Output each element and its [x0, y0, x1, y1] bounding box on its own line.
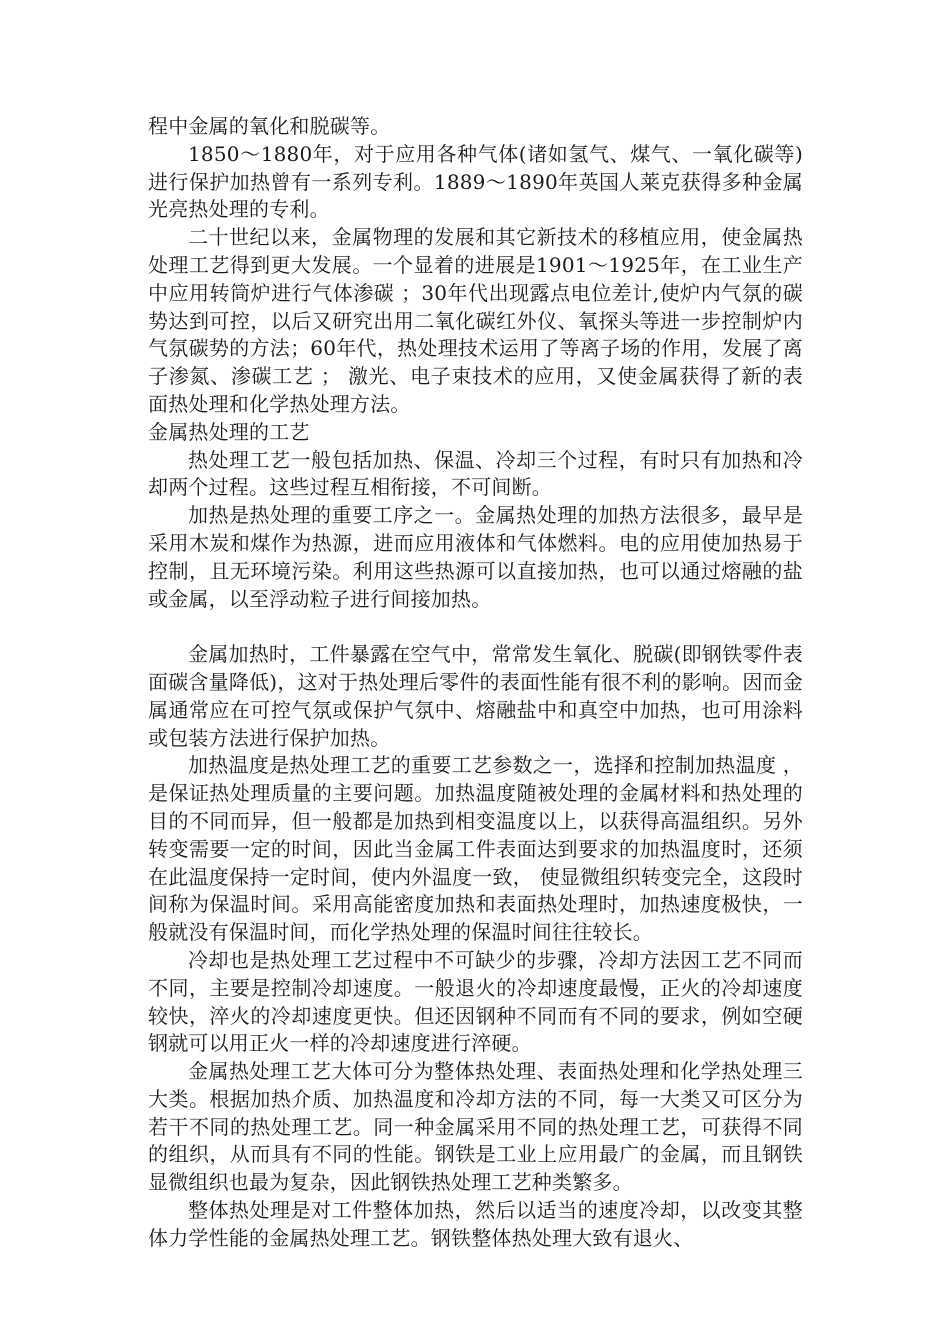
section-heading: 金属热处理的工艺 — [148, 419, 310, 444]
paragraph-history-1850: 1850～1880年，对于应用各种气体(诸如氢气、煤气、一氧化碳等)进行保护加热曾有一系列专利。1889～1890年英国人莱克获得多种金属光亮热处理的专利。 — [148, 141, 803, 222]
paragraph-continuation: 程中金属的氧化和脱碳等。 — [148, 114, 391, 138]
paragraph-twentieth-century: 二十世纪以来，金属物理的发展和其它新技术的移植应用，使金属热处理工艺得到更大发展。一个显着的进展是1901～1925年，在工业生产中应用转筒炉进行气体渗碳 ；30年代出现露点电位差计,使炉内气氛的碳势达到可控，以后又研究出用二氧化碳红外仪、氧探头等进一步控制炉内气氛碳势的方法；60年代，热处理技术运用了等离子场的作用，发展了离子渗氮、渗碳工艺 ； 激光、电子束技术的应用，又使金属获得了新的表面热处理和化学热处理方法。 — [148, 225, 803, 416]
blank-line — [148, 613, 803, 641]
paragraph-whole-treatment: 整体热处理是对工件整体加热，然后以适当的速度冷却，以改变其整体力学性能的金属热处理工艺。钢铁整体热处理大致有退火、 — [148, 1198, 803, 1250]
paragraph-cooling: 冷却也是热处理工艺过程中不可缺少的步骤，冷却方法因工艺不同而不同，主要是控制冷却速度。一般退火的冷却速度最慢，正火的冷却速度较快，淬火的冷却速度更快。但还因钢种不同而有不同的要求，例如空硬钢就可以用正火一样的冷却速度进行淬硬。 — [148, 947, 803, 1056]
paragraph-classification: 金属热处理工艺大体可分为整体热处理、表面热处理和化学热处理三大类。根据加热介质、加热温度和冷却方法的不同，每一大类又可区分为若干不同的热处理工艺。同一种金属采用不同的热处理工艺，可获得不同的组织，从而具有不同的性能。钢铁是工业上应用最广的金属，而且钢铁显微组织也最为复杂，因此钢铁热处理工艺种类繁多。 — [148, 1059, 803, 1195]
paragraph-oxidation: 金属加热时，工件暴露在空气中，常常发生氧化、脱碳(即钢铁零件表面碳含量降低)，这对于热处理后零件的表面性能有很不利的影响。因而金属通常应在可控气氛或保护气氛中、熔融盐中和真空中加热，也可用涂料或包装方法进行保护加热。 — [148, 642, 803, 750]
paragraph-heating-methods: 加热是热处理的重要工序之一。金属热处理的加热方法很多，最早是采用木炭和煤作为热源，进而应用液体和气体燃料。电的应用使加热易于控制，且无环境污染。利用这些热源可以直接加热，也可以通过熔融的盐或金属，以至浮动粒子进行间接加热。 — [148, 503, 803, 611]
document-body — [148, 113, 803, 1253]
paragraph-heating-temperature: 加热温度是热处理工艺的重要工艺参数之一，选择和控制加热温度 ，是保证热处理质量的主要问题。加热温度随被处理的金属材料和热处理的目的不同而异，但一般都是加热到相变温度以上，以获得高温组织。另外转变需要一定的时间，因此当金属工件表面达到要求的加热温度时，还须在此温度保持一定时间，使内外温度一致， 使显微组织转变完全，这段时间称为保温时间。采用高能密度加热和表面热处理时，加热速度极快，一般就没有保温时间，而化学热处理的保温时间往往较长。 — [148, 753, 803, 945]
paragraph-process-overview: 热处理工艺一般包括加热、保温、冷却三个过程，有时只有加热和冷却两个过程。这些过程互相衔接，不可间断。 — [148, 447, 803, 500]
